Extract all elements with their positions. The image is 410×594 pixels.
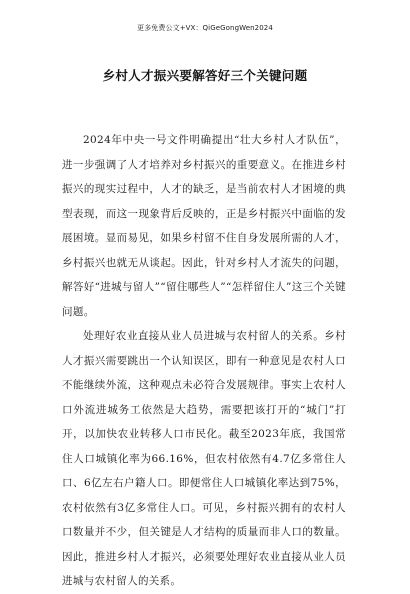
paragraph: 处理好农业直接从业人员进城与农村留人的关系。乡村人才振兴需要跳出一个认知误区，即有一种意见是农村人口不能继续外流，这种观点未必符合发展规律。事实上农村人口外流进城务工依然是大趋势，需要把该打开的“城门”打开，以加快农业转移人口市民化。截至2023年底，我国常住人口城镇化率为66.16%，但农村依然有4.7亿多常住人口、6亿左右户籍人口。即便常住人口城镇化率达到75%，农村依然有3亿多常住人口。可见，乡村振兴拥有的农村人口数量并不少，但关键是人才结构的质量而非人口的数量。因此，推进乡村人才振兴，必须要处理好农业直接从业人员进城与农村留人的关系。 bbox=[62, 330, 346, 587]
document-body bbox=[62, 128, 346, 594]
header-note: 更多免费公文+VX：QiGeGongWen2024 bbox=[137, 24, 273, 32]
document-title: 乡村人才振兴要解答好三个关键问题 bbox=[102, 68, 308, 83]
paragraph: 2024年中央一号文件明确提出“壮大乡村人才队伍”，进一步强调了人才培养对乡村振兴的重要意义。在推进乡村振兴的现实过程中，人才的缺乏，是当前农村人才困境的典型表现，而这一现象背后反映的，正是乡村振兴中面临的发展困境。显而易见，如果乡村留不住自身发展所需的人才，乡村振兴也就无从谈起。因此，针对乡村人才流失的问题，解答好“进城与留人”“留住哪些人”“怎样留住人”这三个关键问题。 bbox=[62, 134, 346, 318]
